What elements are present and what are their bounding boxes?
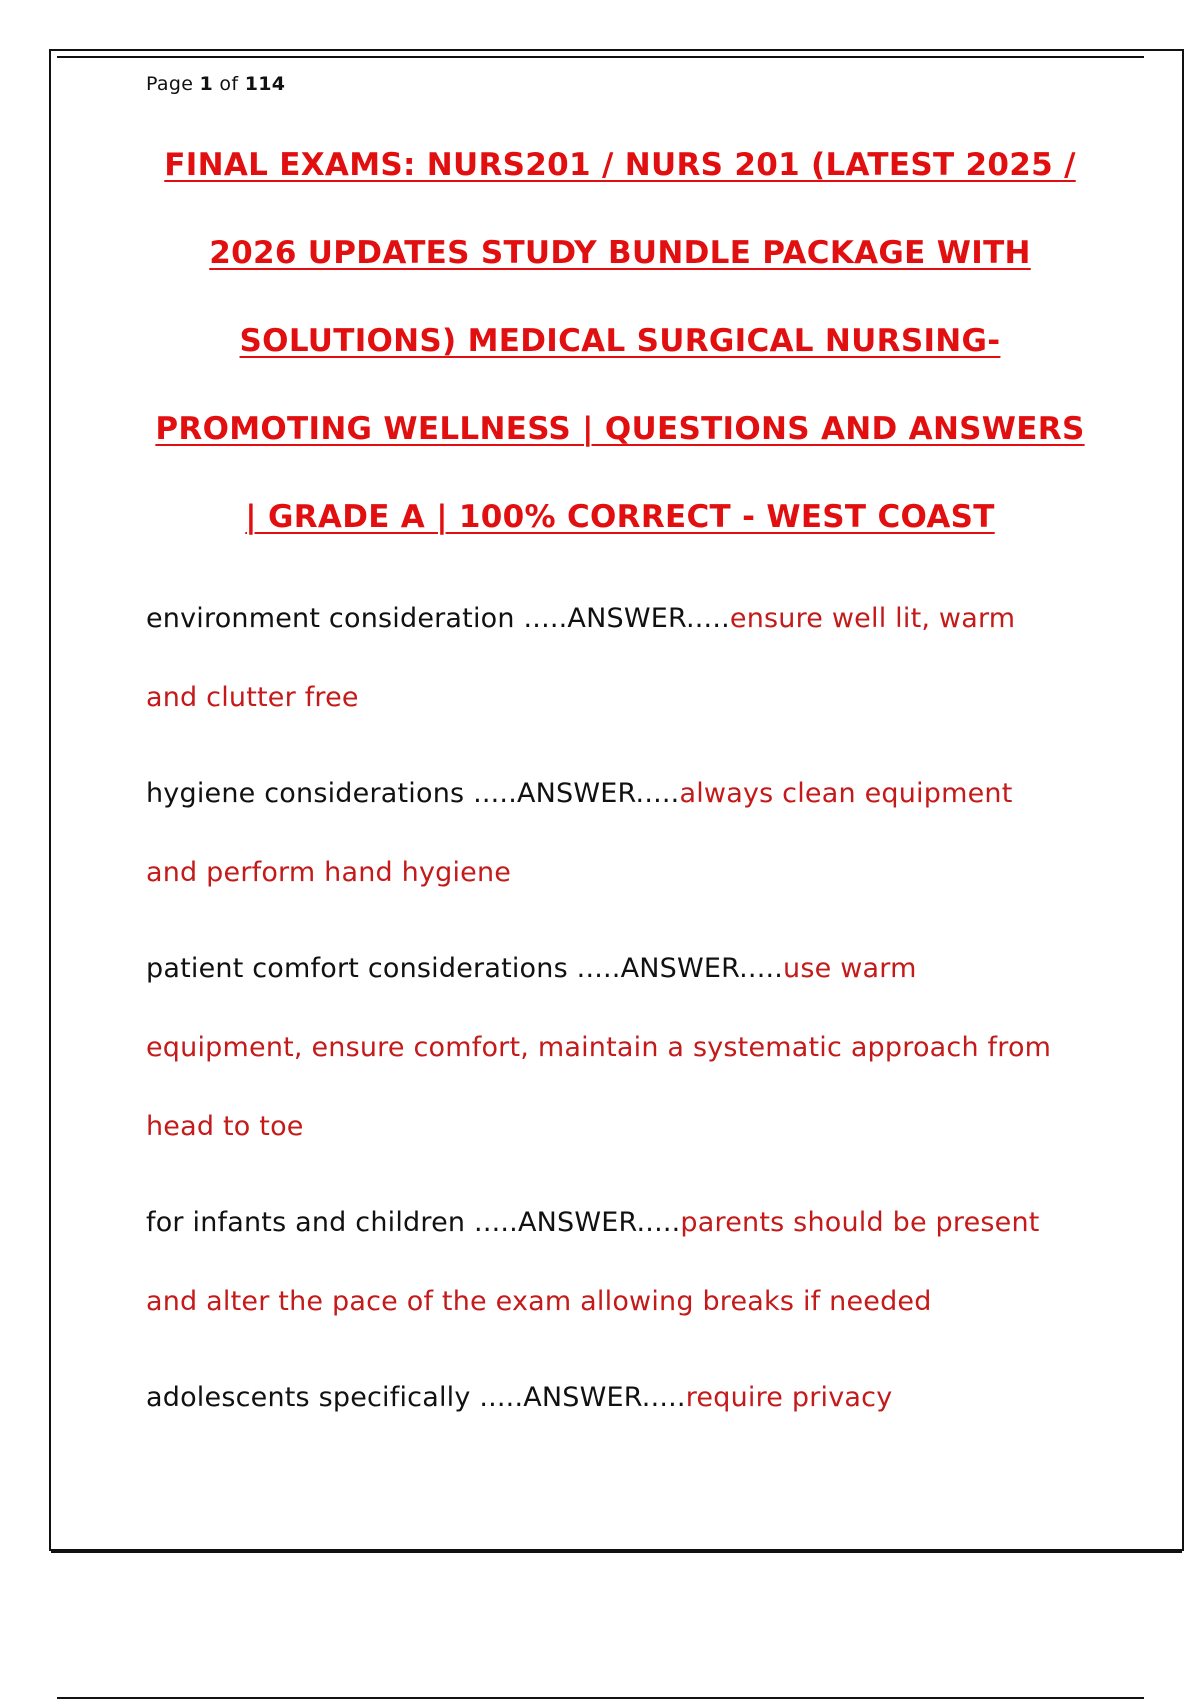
page-of: of (219, 73, 239, 95)
qa-answer-continued: and clutter free (146, 682, 359, 713)
qa-separator: .....ANSWER..... (576, 953, 784, 984)
qa-answer: parents should be present (680, 1207, 1040, 1238)
title-line-5: | GRADE A | 100% CORRECT - WEST COAST (245, 499, 995, 535)
bottom-rule (57, 1697, 1144, 1699)
page-current: 1 (199, 73, 214, 95)
qa-question: for infants and children (146, 1207, 466, 1238)
qa-answer: require privacy (685, 1382, 893, 1413)
page-label: Page (146, 73, 194, 95)
qa-answer-continued: equipment, ensure comfort, maintain a systematic approach from (146, 1032, 1052, 1063)
title-line-2: 2026 UPDATES STUDY BUNDLE PACKAGE WITH (209, 235, 1031, 271)
qa-separator: .....ANSWER..... (474, 1207, 681, 1238)
document-title (120, 143, 1120, 583)
qa-item (146, 1374, 1086, 1453)
qa-answer-continued: and alter the pace of the exam allowing breaks if needed (146, 1286, 932, 1317)
qa-item (146, 595, 1086, 753)
qa-question: adolescents specifically (146, 1382, 471, 1413)
qa-answer-continued: and perform hand hygiene (146, 857, 512, 888)
qa-question: environment consideration (146, 603, 515, 634)
qa-question: patient comfort considerations (146, 953, 568, 984)
qa-answer: always clean equipment (679, 778, 1013, 809)
qa-question: hygiene considerations (146, 778, 465, 809)
qa-item (146, 770, 1086, 928)
qa-separator: .....ANSWER..... (479, 1382, 686, 1413)
title-line-1: FINAL EXAMS: NURS201 / NURS 201 (LATEST 2025 / (164, 147, 1076, 183)
qa-answer-continued: head to toe (146, 1111, 304, 1142)
title-line-3: SOLUTIONS) MEDICAL SURGICAL NURSING- (239, 323, 1001, 359)
page-total: 114 (244, 73, 286, 95)
page-number (146, 73, 285, 95)
qa-separator: .....ANSWER..... (473, 778, 680, 809)
qa-answer: use warm (783, 953, 917, 984)
qa-item (146, 945, 1086, 1182)
qa-list (146, 595, 1086, 1453)
qa-separator: .....ANSWER..... (523, 603, 730, 634)
title-line-4: PROMOTING WELLNESS | QUESTIONS AND ANSWERS (155, 411, 1085, 447)
qa-item (146, 1199, 1086, 1357)
qa-answer: ensure well lit, warm (729, 603, 1016, 634)
